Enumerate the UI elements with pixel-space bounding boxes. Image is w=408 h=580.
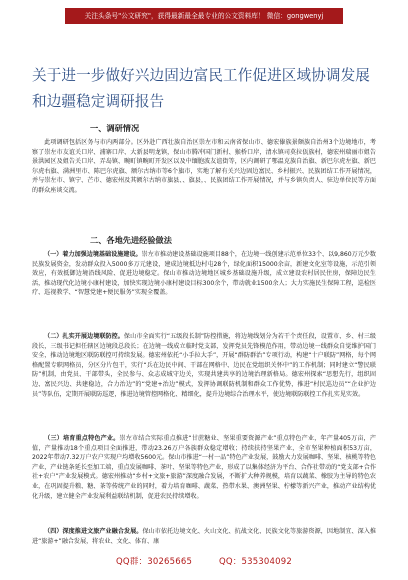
section-heading-1: 一、调研情况 — [90, 123, 140, 133]
footer-contacts — [0, 555, 408, 567]
footer-qq-group: QQ群：30265665 — [116, 557, 193, 567]
paragraph-4-lead: （三）培育重点特色产业。 — [44, 435, 120, 442]
title-line-2: 和边疆稳定调研报告 — [32, 93, 165, 110]
paragraph-5-text: 保山市依托边境文化、火山文化、抗战文化、民族文化等旅游资源，因地制宜、深入推进“旅游+”融合发展，将农业、文化、体育、康 — [32, 528, 376, 545]
paragraph-3 — [32, 332, 376, 399]
paragraph-5 — [32, 527, 376, 547]
paragraph-1-text: 此项调研包括区务与市内两部分。区外赴广西壮族自治区崇左市和云南省保山市、德宏傣族景颇族自治州3个边境地市，考察了崇左市友谊关口岸、浦寨口岸、大新县明龙镇，保山市腾冲国门新村、猴桥口岸，清水镇司莫拉佤族村，德宏州瑞丽市姐告景洪园区及姐告关口岸、弄岛镇、畹町镇畹町开发区以及中缅胞波友谊街等，区内调研了鄂温克族自治旗、新巴尔虎左旗、新巴尔虎右旗、满洲里市、陈巴尔虎旗、额尔古纳市等6个旗市，实地了解有关兴边固边富民、乡村振兴、民族团结工作开展情况，并与崇左市、镇宁、芒市、德宏州及其额尔古纳市旗县、、旗县，、民族团结工作开展情况，并与乡镇负责人、驻边单位民等方面的群众座谈交流。 — [32, 139, 376, 194]
paragraph-2-text: 崇左市推动建设基础设施项目88个，在边境一线创建示范单位33个、以9,860万元少数民族发展资金，发动群众投入5000多万元建设，建成边境抵边村屯28个，绿化面积15000余亩，新建文化室等设施，示范引领效应，有效抵御边境沿线风险、促进边境稳定。保山市推动边境地区城乡基础设施升级，成立建设农村居民住房，保障边民生活，推动现代化边境小康村建设，加快实现边境小康村建设目标300余个，带动就业1500余人；大力实施民生保障工程，巡检医疗、巡视教学、“智慧党建+便民服务”实现全覆盖。 — [32, 251, 377, 297]
paragraph-2 — [32, 250, 376, 298]
top-banner: 关注头条号"公文研究"，获得最新最全最专业的公文资料库！ 微信：gongwenyj — [65, 8, 343, 24]
paragraph-2-lead: （一）着力加强边境基础设施建设。 — [44, 251, 142, 258]
section-heading-2: 二、各地先进经验做法 — [90, 235, 172, 245]
paragraph-4 — [32, 434, 376, 501]
paragraph-1 — [32, 138, 376, 196]
title-line-1: 关于进一步做好兴边固边富民工作促进区域协调发展 — [32, 67, 370, 84]
paragraph-5-lead: （四）深度推进文旅产业融合发展。 — [44, 528, 143, 535]
footer-qq: QQ：535304092 — [219, 557, 292, 567]
document-title — [32, 63, 382, 115]
paragraph-4-text: 崇左市结合实际重点推进“甘蔗糖业、坚果重要资源产业”重点特色产业，年产量405万亩，产值，产量推动18个重点项目全面推进，带动23.26万户各族群众稳定增收；持续扶持坚果产业，全市坚果种植面积53万亩，2022年带动7.32万户农户实现户均增收5600元。保山市推进“一村一品”特色产业发展，鼓励大力发展咖啡、坚果、核桃等特色产业，产业链条延长至加工端，重点发展咖啡、茶叶、坚果等特色产业，形成了以集体经济为平台、合作社带动的“党支部+合作社+农户”产业发展模式。德宏州推动“乡村+文旅+旅游”深度融合发展，不断扩大种养规模，培育以蔬菜、橡胶为主导的特色农业，在巩固提升粮、糖、茶等传统产业的同时，着力培育咖啡、蔬菜、热带水果、澳洲坚果、柠檬等新兴产业，推动产业结构优化升级，建立健全产业发展利益联结机制，促进农民持续增收。 — [32, 435, 376, 500]
paragraph-3-text: 保山市全面实行“五级段长制”防控措施，将边境线划分为若干个责任段，设置市、乡、村三级段长，三级书记担任辖区边境段总段长；在边境一线成立临时党支部，发挥党员先锋模范作用，带动边境一线群众自觉维护国门安全，推动边境地区联防联控可持续发展。德宏州依托“小手拉大手”，开展“群防群治”专项行动，构建“十户联防”网格，每个网格配置专职网格员，分区分片包干，实行“兵在边民中间、干部在网格中、边民在党组织关怀中”的工作机制；同时建立“警民联防”机制，由党员、干部带头，全民参与、众志成城守边关，实现共建共享的边境治理新格局。德宏州探索“思想先行，组织固边、富民兴边、共建稳边，合力治边”的“党建+治边”模式，发挥协调联防机制和群众工作优势，推进“村民巡边员”“企业护边员”等队伍，定期开展联防巡逻，推进边境管控网格化、精细化，提升边境综合治理水平，使边境联防联控工作扎实见实效。 — [32, 333, 377, 398]
paragraph-3-lead: （二）扎实开展边境联防控。 — [44, 333, 124, 340]
